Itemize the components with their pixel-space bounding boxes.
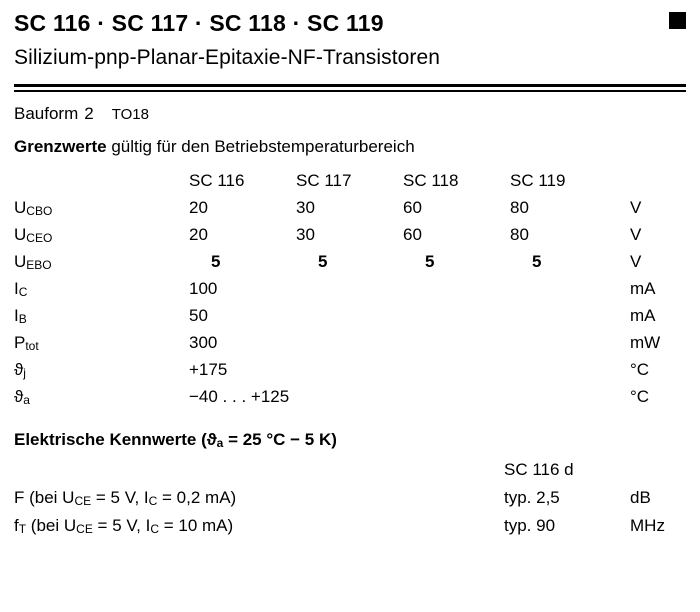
value-ib-all: 50 bbox=[189, 306, 208, 325]
table-row bbox=[14, 252, 686, 279]
electrical-value-noise-figure: typ. 2,5 bbox=[504, 488, 560, 507]
value-uebo-sc118: 5 bbox=[425, 252, 435, 271]
package-label: Bauform bbox=[14, 104, 79, 123]
value-uceo-sc116: 20 bbox=[189, 225, 208, 244]
desc-sub: CE bbox=[76, 522, 93, 536]
page-header bbox=[0, 0, 700, 70]
black-square-icon bbox=[669, 12, 686, 29]
column-header-sc119: SC 119 bbox=[510, 171, 566, 190]
symbol-base: U bbox=[14, 225, 27, 244]
electrical-header-row bbox=[14, 460, 686, 488]
unit-ic: mA bbox=[630, 279, 656, 298]
value-ucbo-sc118: 60 bbox=[403, 198, 422, 217]
limits-heading bbox=[14, 137, 686, 157]
table-row bbox=[14, 488, 686, 516]
value-uceo-sc119: 80 bbox=[510, 225, 529, 244]
unit-uceo: V bbox=[630, 225, 642, 244]
column-header-sc116: SC 116 bbox=[189, 171, 245, 190]
row-symbol-ucbo bbox=[14, 198, 189, 225]
symbol-base: P bbox=[14, 333, 26, 352]
value-uceo-sc118: 60 bbox=[403, 225, 422, 244]
value-ucbo-sc117: 30 bbox=[296, 198, 315, 217]
symbol-base: U bbox=[14, 198, 27, 217]
row-symbol-theta-a bbox=[14, 387, 189, 414]
value-ucbo-sc119: 80 bbox=[510, 198, 529, 217]
desc-sub: T bbox=[18, 522, 27, 536]
row-symbol-theta-j bbox=[14, 360, 189, 387]
value-uebo-sc119: 5 bbox=[532, 252, 542, 271]
page-subtitle: Silizium-pnp-Planar-Epitaxie-NF-Transistoren bbox=[14, 46, 441, 69]
value-ptot-all: 300 bbox=[189, 333, 218, 352]
electrical-unit-header bbox=[630, 460, 686, 488]
electrical-heading-symbol: ϑ bbox=[206, 430, 217, 449]
electrical-unit-transit-frequency: MHz bbox=[630, 516, 665, 535]
desc-part: = 10 mA) bbox=[159, 516, 234, 535]
symbol-sub: CBO bbox=[26, 204, 53, 218]
table-row bbox=[14, 306, 686, 333]
column-header-sc117: SC 117 bbox=[296, 171, 352, 190]
electrical-desc-noise-figure bbox=[14, 488, 504, 516]
electrical-heading-symbol-sub: a bbox=[216, 436, 224, 450]
symbol-sub: CEO bbox=[26, 231, 53, 245]
table-row bbox=[14, 198, 686, 225]
desc-part: F (bei U bbox=[14, 488, 75, 507]
symbol-sub: tot bbox=[25, 339, 39, 353]
page-title: SC 116 · SC 117 · SC 118 · SC 119 bbox=[14, 10, 384, 36]
desc-part: = 5 V, I bbox=[92, 516, 151, 535]
value-theta-a: −40 . . . +125 bbox=[189, 387, 290, 406]
symbol-sub: a bbox=[23, 393, 30, 407]
unit-theta-a: °C bbox=[630, 387, 650, 406]
limits-heading-bold: Grenzwerte bbox=[14, 137, 107, 156]
limits-table bbox=[14, 171, 686, 414]
column-header-unit bbox=[630, 171, 686, 198]
table-row bbox=[14, 333, 686, 360]
row-symbol-uebo bbox=[14, 252, 189, 279]
symbol-sub: C bbox=[18, 285, 28, 299]
symbol-base: ϑ bbox=[14, 387, 24, 406]
symbol-base: I bbox=[14, 306, 19, 325]
unit-ucbo: V bbox=[630, 198, 642, 217]
electrical-value-transit-frequency: typ. 90 bbox=[504, 516, 556, 535]
desc-sub: CE bbox=[74, 494, 92, 508]
symbol-sub: EBO bbox=[26, 258, 52, 272]
value-uebo-sc116: 5 bbox=[211, 252, 221, 271]
package-line bbox=[14, 104, 686, 124]
desc-part: = 0,2 mA) bbox=[157, 488, 237, 507]
unit-uebo: V bbox=[630, 252, 642, 271]
unit-ptot: mW bbox=[630, 333, 661, 352]
symbol-base: U bbox=[14, 252, 27, 271]
value-ucbo-sc116: 20 bbox=[189, 198, 208, 217]
electrical-header-blank bbox=[14, 460, 504, 488]
desc-part: (bei U bbox=[26, 516, 77, 535]
value-ic-all: 100 bbox=[189, 279, 218, 298]
table-row bbox=[14, 387, 686, 414]
desc-part: f bbox=[14, 516, 19, 535]
electrical-table bbox=[14, 460, 686, 544]
desc-part: = 5 V, I bbox=[91, 488, 149, 507]
table-row bbox=[14, 360, 686, 387]
electrical-desc-transit-frequency bbox=[14, 516, 504, 544]
row-symbol-ptot bbox=[14, 333, 189, 360]
desc-sub: C bbox=[148, 494, 158, 508]
row-symbol-ib bbox=[14, 306, 189, 333]
electrical-unit-noise-figure: dB bbox=[630, 488, 651, 507]
package-case: TO18 bbox=[111, 106, 149, 123]
row-symbol-uceo bbox=[14, 225, 189, 252]
value-uebo-sc117: 5 bbox=[318, 252, 328, 271]
unit-theta-j: °C bbox=[630, 360, 650, 379]
symbol-sub: B bbox=[18, 312, 27, 326]
limits-heading-rest: gültig für den Betriebstemperaturbereich bbox=[106, 137, 415, 156]
table-row bbox=[14, 225, 686, 252]
unit-ib: mA bbox=[630, 306, 656, 325]
header-divider-thin bbox=[14, 90, 686, 92]
table-row bbox=[14, 279, 686, 306]
electrical-heading bbox=[14, 430, 686, 450]
column-header-symbol bbox=[14, 171, 189, 198]
symbol-sub: j bbox=[23, 366, 26, 380]
desc-sub: C bbox=[150, 522, 159, 536]
symbol-base: I bbox=[14, 279, 19, 298]
value-uceo-sc117: 30 bbox=[296, 225, 315, 244]
package-number: 2 bbox=[84, 104, 94, 123]
electrical-heading-suffix: = 25 °C − 5 K) bbox=[223, 430, 337, 449]
electrical-heading-prefix: Elektrische Kennwerte ( bbox=[14, 430, 207, 449]
symbol-base: ϑ bbox=[14, 360, 24, 379]
electrical-type-header: SC 116 d bbox=[504, 460, 574, 479]
value-theta-j: +175 bbox=[189, 360, 228, 379]
table-header-row bbox=[14, 171, 686, 198]
column-header-sc118: SC 118 bbox=[403, 171, 459, 190]
table-row bbox=[14, 516, 686, 544]
row-symbol-ic bbox=[14, 279, 189, 306]
page-body bbox=[0, 104, 700, 544]
